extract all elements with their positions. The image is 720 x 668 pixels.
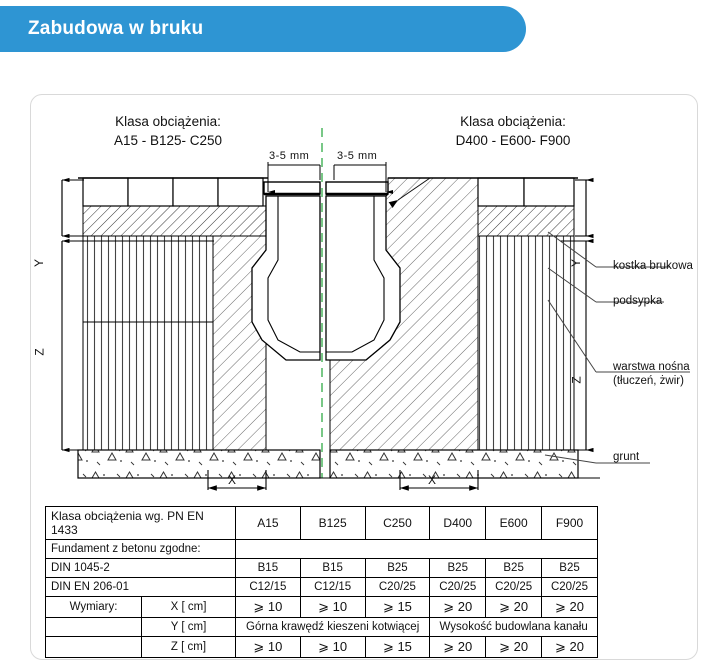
- specification-table-wrapper: [45, 506, 598, 658]
- cell-din206-e600: C20/25: [486, 578, 542, 597]
- cell-foundation-blank: [236, 540, 598, 559]
- cell-dim-x-label: X [ cm]: [142, 597, 236, 618]
- load-class-heading-left-line1: Klasa obciążenia:: [115, 114, 221, 129]
- table-row-load-class: [46, 507, 598, 540]
- load-class-heading-right: [418, 112, 608, 150]
- cell-din1045-c250: B25: [365, 559, 430, 578]
- bedding-layer-left: [83, 206, 266, 236]
- dimension-y-right: [575, 180, 590, 236]
- cell-din1045-label: DIN 1045-2: [46, 559, 236, 578]
- load-class-heading-left: [78, 112, 258, 150]
- cell-din1045-a15: B15: [236, 559, 301, 578]
- bedding-layer-right: [478, 206, 574, 236]
- cell-foundation-label: Fundament z betonu zgodne:: [46, 540, 236, 559]
- table-row-foundation: [46, 540, 598, 559]
- cell-dim-x-e600: ⩾ 20: [486, 597, 542, 618]
- dimension-label-x-right: X: [428, 473, 437, 487]
- ground-layer-left: [78, 450, 320, 478]
- load-class-heading-right-line1: Klasa obciążenia:: [460, 114, 566, 129]
- cell-din206-f900: C20/25: [542, 578, 598, 597]
- cell-dim-y-span-right: Wysokość budowlana kanału: [430, 618, 598, 637]
- cell-class-b125: B125: [300, 507, 365, 540]
- cell-dim-x-f900: ⩾ 20: [542, 597, 598, 618]
- cell-din1045-e600: B25: [486, 559, 542, 578]
- cell-class-c250: C250: [365, 507, 430, 540]
- dimension-label-z-left: Z: [32, 348, 47, 356]
- cell-din206-label: DIN EN 206-01: [46, 578, 236, 597]
- load-class-heading-right-line2: D400 - E600- F900: [455, 133, 571, 148]
- cell-class-e600: E600: [486, 507, 542, 540]
- table-row-dim-y: [46, 618, 598, 637]
- cell-dim-z-f900: ⩾ 20: [542, 637, 598, 658]
- cell-din1045-b125: B15: [300, 559, 365, 578]
- specification-table: [45, 506, 598, 658]
- cell-din1045-d400: B25: [430, 559, 486, 578]
- cell-dim-y-blank: [46, 618, 142, 637]
- base-course-left: [83, 236, 213, 450]
- table-row-din-1045: [46, 559, 598, 578]
- cell-din206-a15: C12/15: [236, 578, 301, 597]
- gap-label-right: 3-5 mm: [337, 150, 378, 162]
- base-course-right: [478, 236, 574, 450]
- annotation-warstwa-nosna-line2: (tłuczeń, żwir): [613, 375, 684, 387]
- cell-dim-x-a15: ⩾ 10: [236, 597, 301, 618]
- table-row-dim-z: [46, 637, 598, 658]
- cell-dim-z-blank: [46, 637, 142, 658]
- cell-dim-z-e600: ⩾ 20: [486, 637, 542, 658]
- dimension-label-y-right: Y: [569, 258, 584, 268]
- table-row-din-206: [46, 578, 598, 597]
- cell-dim-z-a15: ⩾ 10: [236, 637, 301, 658]
- annotation-kostka-brukowa: kostka brukowa: [613, 260, 693, 272]
- cell-dim-y-label: Y [ cm]: [142, 618, 236, 637]
- annotation-podsypka: podsypka: [613, 295, 663, 307]
- cell-dim-x-d400: ⩾ 20: [430, 597, 486, 618]
- cell-dim-x-c250: ⩾ 15: [365, 597, 430, 618]
- cell-din1045-f900: B25: [542, 559, 598, 578]
- cell-dim-z-c250: ⩾ 15: [365, 637, 430, 658]
- cell-dim-z-b125: ⩾ 10: [300, 637, 365, 658]
- cell-dim-y-span-left: Górna krawędź kieszeni kotwiącej: [236, 618, 430, 637]
- dimension-label-z-right: Z: [569, 376, 584, 384]
- cell-dim-z-label: Z [ cm]: [142, 637, 236, 658]
- load-class-heading-left-line2: A15 - B125- C250: [113, 133, 223, 148]
- cell-din206-d400: C20/25: [430, 578, 486, 597]
- dimension-y-left: [62, 180, 84, 236]
- cell-load-class-label: Klasa obciążenia wg. PN EN 1433: [46, 507, 236, 540]
- cell-din206-c250: C20/25: [365, 578, 430, 597]
- cell-class-f900: F900: [542, 507, 598, 540]
- paving-stones-right: [478, 178, 574, 206]
- cell-class-a15: A15: [236, 507, 301, 540]
- cell-din206-b125: C12/15: [300, 578, 365, 597]
- annotation-warstwa-nosna-line1: warstwa nośna: [613, 361, 690, 373]
- gap-label-left: 3-5 mm: [269, 150, 310, 162]
- cell-dim-z-d400: ⩾ 20: [430, 637, 486, 658]
- ground-layer-right: [330, 450, 578, 478]
- cell-class-d400: D400: [430, 507, 486, 540]
- dimension-label-y-left: Y: [32, 258, 47, 268]
- annotation-grunt: grunt: [613, 451, 640, 463]
- cell-dim-x-b125: ⩾ 10: [300, 597, 365, 618]
- dimension-label-x-left: X: [228, 473, 237, 487]
- table-row-dim-x: [46, 597, 598, 618]
- cell-dimensions-label: Wymiary:: [46, 597, 142, 618]
- annotation-warstwa-nosna: [613, 360, 690, 388]
- page-title: Zabudowa w bruku: [28, 18, 204, 39]
